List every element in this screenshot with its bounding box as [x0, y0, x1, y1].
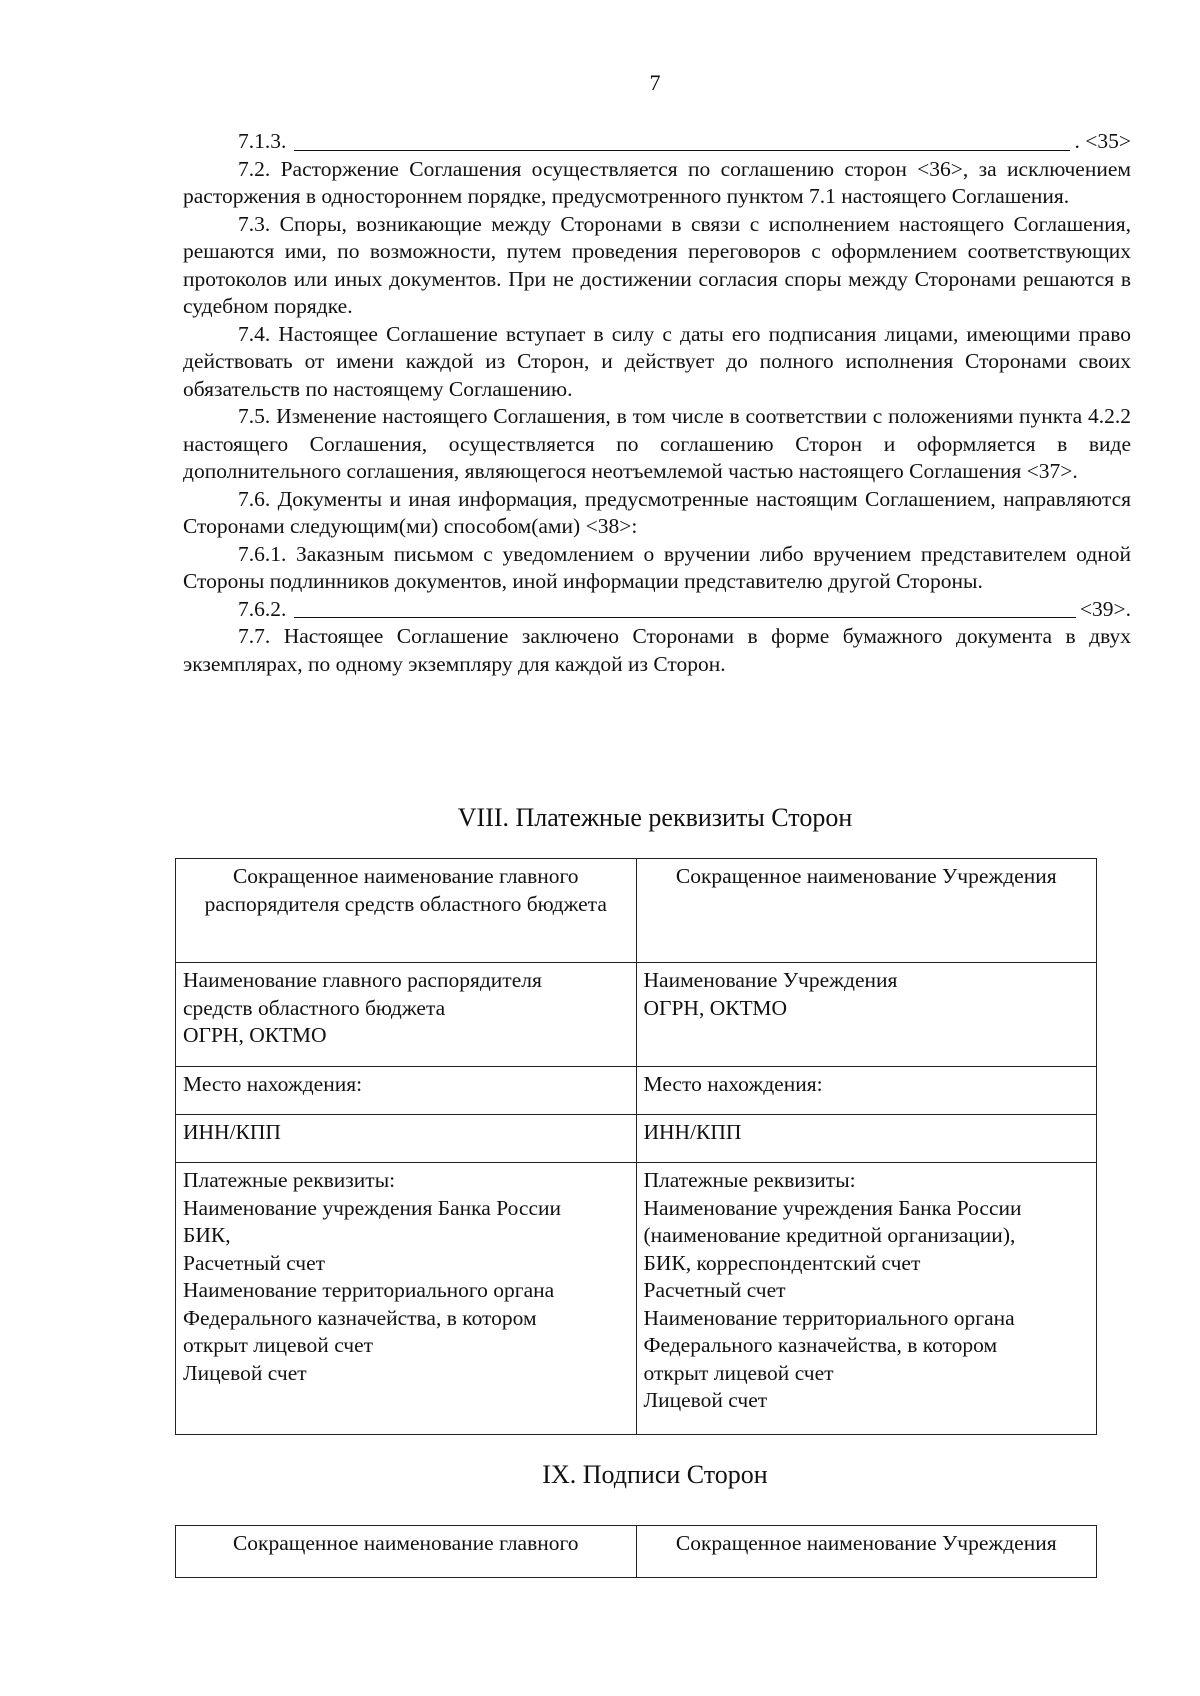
header-cell-right: Сокращенное наименование Учреждения — [636, 859, 1097, 963]
cell-line: Платежные реквизиты: — [183, 1168, 396, 1192]
cell-line: Федерального казначейства, в котором — [183, 1305, 537, 1330]
cell-line: Лицевой счет — [183, 1360, 307, 1385]
clause-number: 7.6.2. — [238, 596, 287, 621]
clause-number: 7.1.3. — [238, 129, 287, 153]
clause-7-6: 7.6. Документы и иная информация, предусмотренные настоящим Соглашением, направляются Сторонами следующим(ми) способом(ами) <38>: — [183, 486, 1131, 538]
cell-line: Наименование главного распорядителя — [183, 968, 542, 992]
table-row — [176, 1526, 1097, 1578]
cell-line: Расчетный счет — [183, 1250, 326, 1275]
payment-details-table — [175, 858, 1097, 1435]
cell-line: Наименование учреждения Банка России — [183, 1195, 562, 1220]
cell-right-payment — [636, 1163, 1097, 1435]
clause-7-4: 7.4. Настоящее Соглашение вступает в силу с даты его подписания лицами, имеющими право действовать от имени каждой из Сторон, и действует до полного исполнения Сторонами своих обязательств по настоящему Соглашению. — [183, 321, 1131, 401]
cell-left-name — [176, 963, 637, 1067]
cell-right-name — [636, 963, 1097, 1067]
header-cell-left: Сокращенное наименование главного — [176, 1526, 637, 1578]
clause-7-2: 7.2. Расторжение Соглашения осуществляется по соглашению сторон <36>, за исключением расторжения в одностороннем порядке, предусмотренного пунктом 7.1 настоящего Соглашения. — [183, 156, 1131, 208]
table-row — [176, 1067, 1097, 1115]
page-number: 7 — [649, 70, 661, 95]
cell-left-payment — [176, 1163, 637, 1435]
cell-line: Федерального казначейства, в котором — [643, 1333, 998, 1357]
clause-7-6-1: 7.6.1. Заказным письмом с уведомлением о вручении либо вручением представителем одной Стороны подлинников документов, иной информации представителю другой Стороны. — [183, 541, 1131, 593]
cell-line: БИК, корреспондентский счет — [643, 1250, 921, 1275]
footnote-ref: . <35> — [1074, 129, 1131, 153]
table-row — [176, 859, 1097, 963]
cell-line: Наименование территориального органа — [183, 1278, 555, 1302]
cell-right-address: Место нахождения: — [636, 1067, 1097, 1115]
cell-line: Платежные реквизиты: — [643, 1168, 856, 1192]
footnote-ref: <39>. — [1079, 596, 1131, 621]
cell-line: Наименование учреждения Банка России — [643, 1195, 1022, 1220]
section-9-title: IX. Подписи Сторон — [542, 1460, 768, 1489]
cell-right-inn: ИНН/КПП — [636, 1115, 1097, 1163]
cell-line: БИК, — [183, 1223, 231, 1247]
section-8-title: VIII. Платежные реквизиты Сторон — [457, 803, 853, 832]
blank-fill-line — [294, 617, 1075, 618]
header-cell-right: Сокращенное наименование Учреждения — [636, 1526, 1097, 1578]
table-row — [176, 1115, 1097, 1163]
cell-line: ОГРН, ОКТМО — [183, 1023, 327, 1047]
cell-line: (наименование кредитной организации), — [643, 1223, 1016, 1247]
signatures-table — [175, 1525, 1097, 1578]
blank-fill-line — [294, 150, 1070, 151]
cell-line: ОГРН, ОКТМО — [643, 995, 788, 1020]
clause-7-6-2 — [183, 596, 1131, 624]
table-row — [176, 1163, 1097, 1435]
clause-7-7: 7.7. Настоящее Соглашение заключено Сторонами в форме бумажного документа в двух экземплярах, по одному экземпляру для каждой из Сторон. — [183, 624, 1131, 676]
cell-line: Наименование территориального органа — [643, 1305, 1015, 1330]
clause-7-5: 7.5. Изменение настоящего Соглашения, в том числе в соответствии с положениями пункта 4.2.2 настоящего Соглашения, осуществляется по соглашению Сторон и оформляется в виде дополнительного соглашения, являющегося неотъемлемой частью настоящего Соглашения <37>. — [183, 404, 1131, 483]
cell-line: открыт лицевой счет — [643, 1360, 834, 1385]
cell-line: открыт лицевой счет — [183, 1333, 374, 1357]
cell-line: средств областного бюджета — [183, 995, 446, 1020]
cell-line: Лицевой счет — [643, 1388, 768, 1412]
table-row — [176, 963, 1097, 1067]
cell-line: Расчетный счет — [643, 1278, 786, 1302]
agreement-text — [183, 128, 1131, 678]
cell-line: Наименование Учреждения — [643, 968, 898, 992]
clause-7-1-3 — [183, 128, 1131, 156]
header-cell-left: Сокращенное наименование главного распорядителя средств областного бюджета — [176, 859, 637, 963]
cell-left-address: Место нахождения: — [176, 1067, 637, 1115]
clause-7-3: 7.3. Споры, возникающие между Сторонами в связи с исполнением настоящего Соглашения, решаются ими, по возможности, путем проведения переговоров с оформлением соответствующих протоколов или иных документов. При не достижении согласия споры между Сторонами решаются в судебном порядке. — [183, 211, 1131, 318]
cell-left-inn: ИНН/КПП — [176, 1115, 637, 1163]
